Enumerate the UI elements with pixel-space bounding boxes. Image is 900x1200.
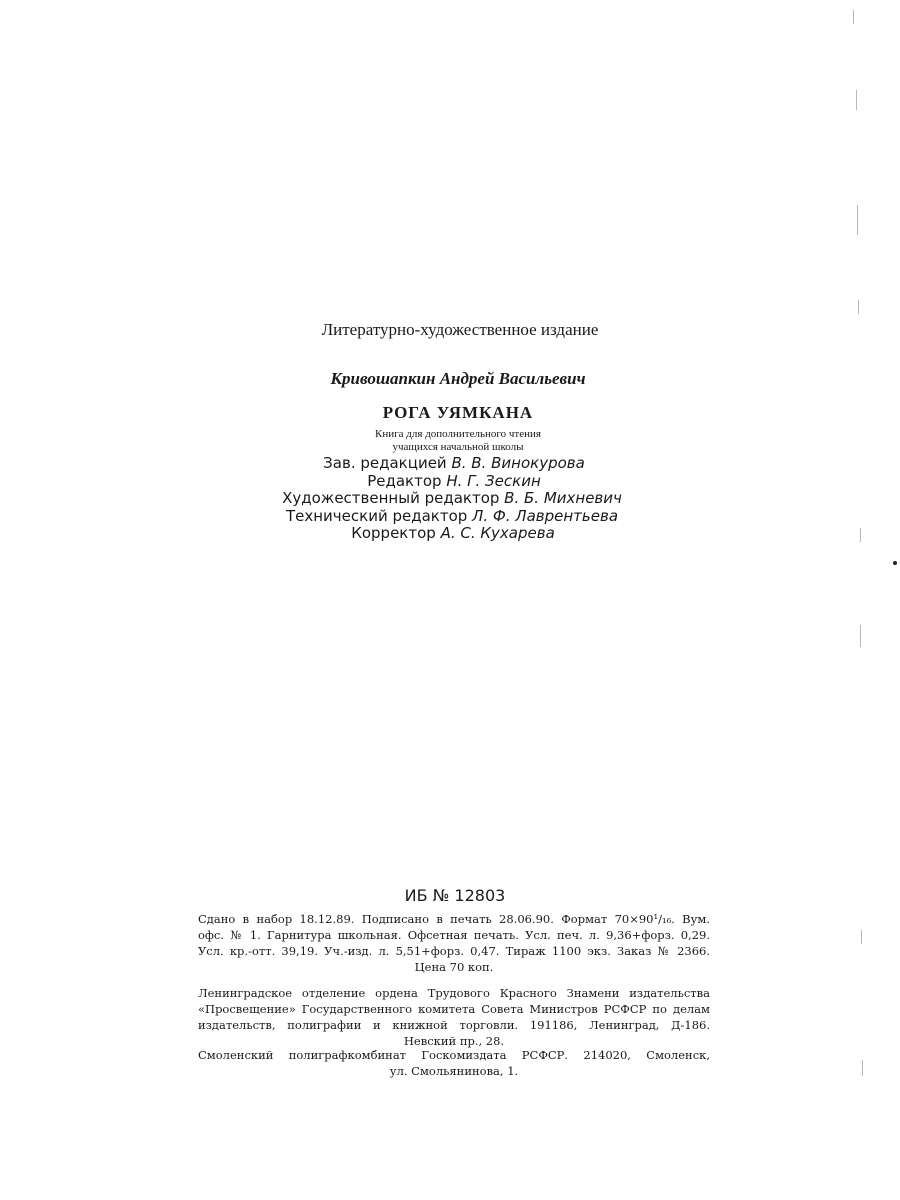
printer-address: ул. Смольянинова, 1. bbox=[389, 1064, 519, 1078]
scan-mark bbox=[860, 528, 861, 542]
subtitle-line: Книга для дополнительного чтения bbox=[375, 428, 541, 440]
production-line: Усл. кр.-отт. 39,19. Уч.-изд. л. 5,51+форз. 0,47. Тираж 1100 экз. Заказ № 2366. bbox=[198, 944, 710, 958]
publisher-details bbox=[198, 985, 710, 1049]
credit-row bbox=[8, 473, 900, 491]
production-details bbox=[198, 911, 710, 975]
credit-role: Корректор bbox=[351, 524, 436, 542]
credit-name: В. В. Винокурова bbox=[451, 454, 585, 472]
credit-role: Зав. редакцией bbox=[323, 454, 447, 472]
subtitle-line: учащихся начальной школы bbox=[392, 441, 524, 453]
printer-line: Смоленский полиграфкомбинат Госкомиздата РСФСР. 214020, Смоленск, bbox=[198, 1048, 710, 1062]
book-title: РОГА УЯМКАНА bbox=[382, 403, 534, 422]
credit-role: Технический редактор bbox=[285, 506, 468, 525]
credit-name: Н. Г. Зескин bbox=[446, 471, 541, 490]
scan-mark bbox=[862, 1060, 863, 1076]
credit-name: В. Б. Михневич bbox=[504, 489, 622, 507]
price: Цена 70 коп. bbox=[414, 960, 494, 974]
production-line: Сдано в набор 18.12.89. Подписано в печать 28.06.90. Формат 70×90¹/₁₆. Вум. bbox=[198, 912, 710, 926]
publisher-line: издательств, полиграфии и книжной торговли. 191186, Ленинград, Д-186. bbox=[198, 1018, 710, 1032]
publisher-line: «Просвещение» Государственного комитета Совета Министров РСФСР по делам bbox=[198, 1002, 710, 1016]
publisher-line: Ленинградское отделение ордена Трудового Красного Знамени издательства bbox=[198, 986, 710, 1000]
printer-details bbox=[198, 1047, 710, 1079]
book-subtitle bbox=[8, 428, 900, 454]
credit-role: Художественный редактор bbox=[282, 489, 500, 507]
credits-list bbox=[0, 455, 900, 543]
credit-row bbox=[4, 508, 900, 526]
scan-mark bbox=[861, 930, 862, 944]
author-name: Кривошапкин Андрей Васильевич bbox=[330, 369, 586, 388]
credit-role: Редактор bbox=[367, 471, 442, 490]
scan-mark bbox=[858, 300, 859, 314]
edition-type: Литературно-художественное издание bbox=[321, 320, 599, 339]
scan-dot bbox=[893, 561, 897, 565]
credit-row bbox=[6, 525, 900, 543]
scan-mark bbox=[856, 90, 857, 110]
production-line: офс. № 1. Гарнитура школьная. Офсетная печать. Усл. печ. л. 9,36+форз. 0,29. bbox=[198, 928, 710, 942]
credit-row bbox=[8, 455, 900, 473]
publisher-address: Невский пр., 28. bbox=[403, 1034, 505, 1048]
credit-name: Л. Ф. Лаврентьева bbox=[472, 506, 619, 525]
credit-row bbox=[4, 490, 900, 508]
credit-name: А. С. Кухарева bbox=[440, 524, 555, 542]
scan-mark bbox=[853, 10, 854, 24]
scan-mark bbox=[860, 625, 861, 647]
scan-mark bbox=[857, 205, 858, 235]
ib-number: ИБ № 12803 bbox=[404, 886, 506, 905]
